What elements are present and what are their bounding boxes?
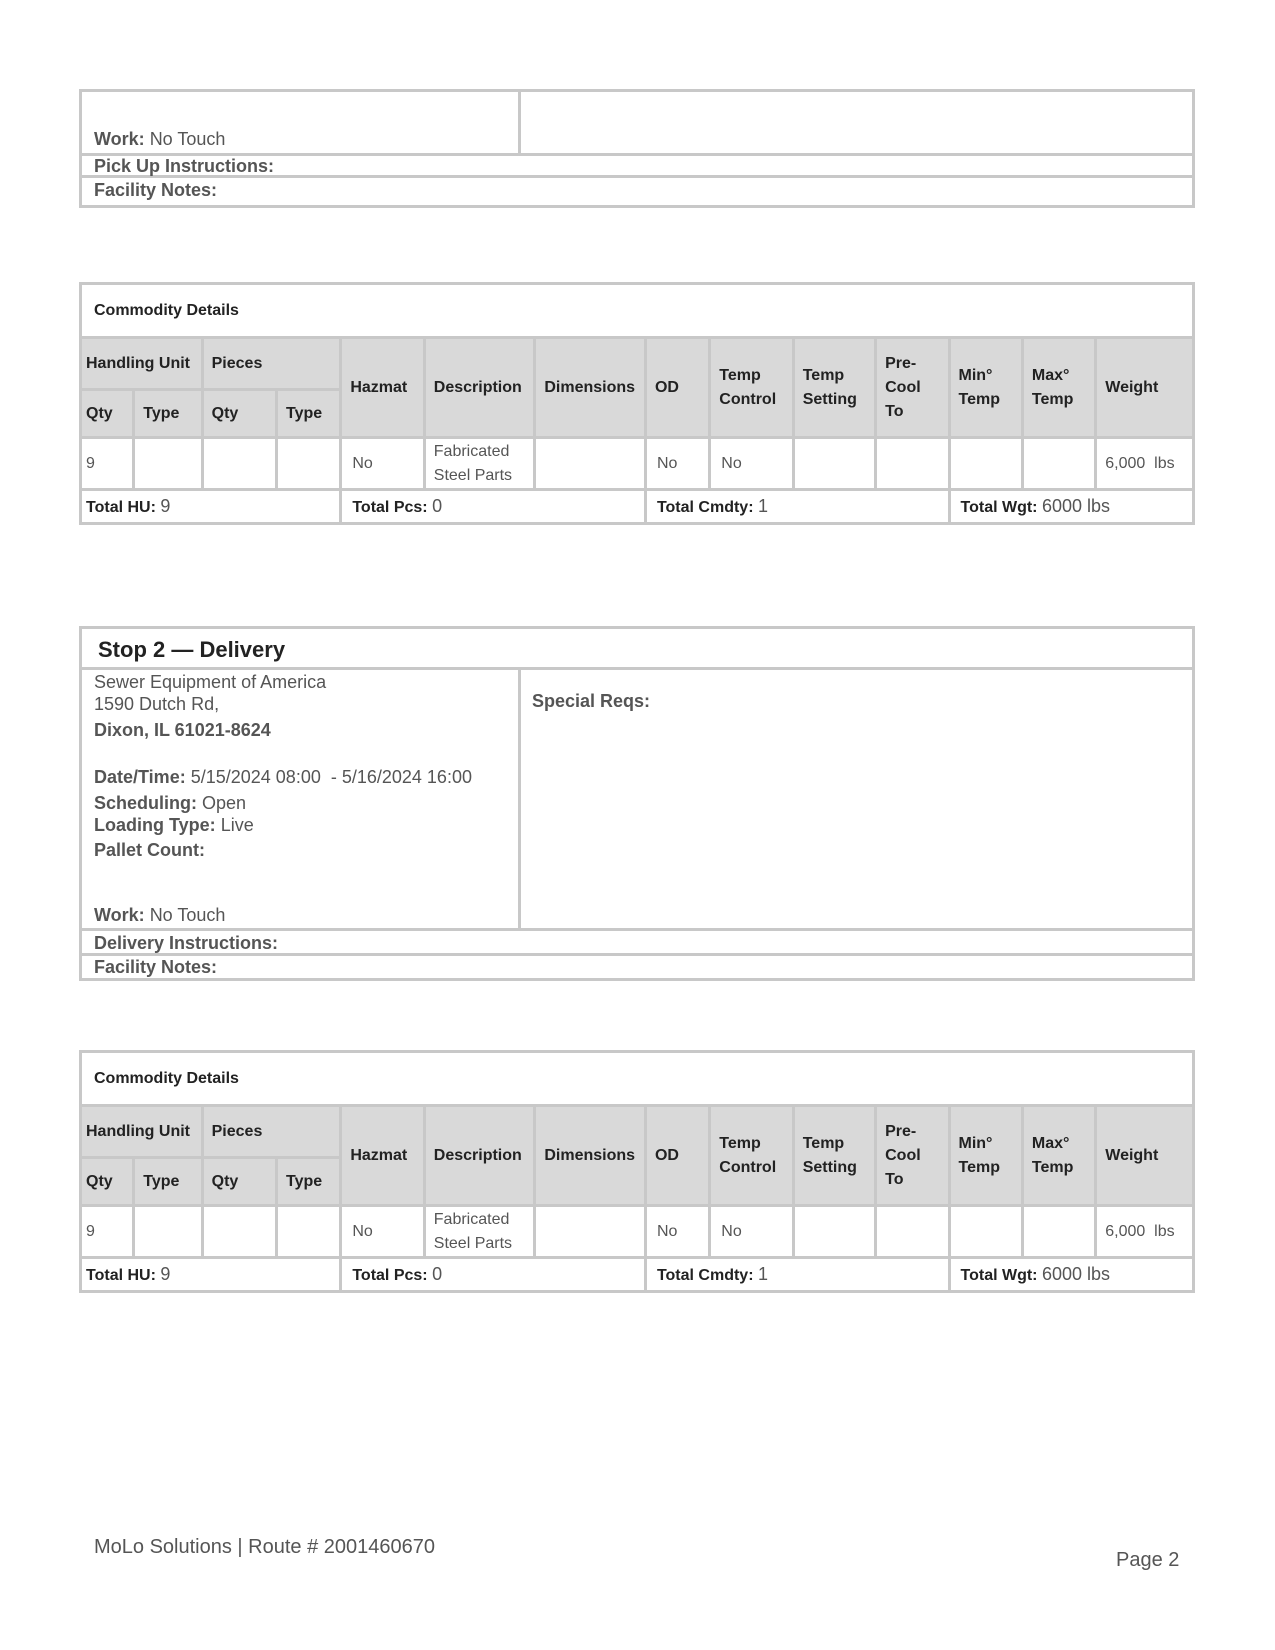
delivery-instructions-label: Delivery Instructions: (94, 933, 279, 953)
hazmat-header: Hazmat (341, 1106, 424, 1206)
min-temp-header: Min° Temp (949, 338, 1022, 438)
dimensions-header: Dimensions (535, 1106, 646, 1206)
total-pcs-value: 0 (432, 496, 443, 516)
commodity-table-2 (79, 1050, 1195, 1293)
pcs-qty-cell (202, 1206, 276, 1258)
od-header: OD (645, 338, 709, 438)
pre-cool-to-header: Pre-Cool To (876, 1106, 949, 1206)
pallet-count-label: Pallet Count: (94, 840, 205, 860)
hu-qty-header: Qty (81, 1158, 134, 1206)
stop2-title: Stop 2 — Delivery (98, 637, 286, 662)
hu-type-header: Type (134, 390, 202, 438)
table-row (81, 1206, 1194, 1258)
pcs-qty-cell (202, 438, 276, 490)
total-hu-value: 9 (160, 1264, 171, 1284)
stop2-work-line (94, 904, 225, 926)
work-label: Work: (94, 905, 145, 925)
pieces-header: Pieces (202, 1106, 341, 1158)
commodity-details-title: Commodity Details (81, 284, 1194, 338)
hu-type-header: Type (134, 1158, 202, 1206)
min-temp-cell (949, 438, 1022, 490)
temp-setting-cell (793, 438, 875, 490)
description-cell: Fabricated Steel Parts (424, 1206, 535, 1258)
stop2-box (79, 626, 1195, 981)
temp-control-cell: No (710, 1206, 793, 1258)
special-reqs-label: Special Reqs: (532, 691, 651, 711)
total-cmdty-label: Total Cmdty: (656, 499, 754, 516)
max-temp-header: Max° Temp (1022, 1106, 1095, 1206)
datetime-line (94, 766, 472, 788)
stop1-tail-divider (518, 92, 521, 156)
table-row (81, 438, 1194, 490)
loading-type-label: Loading Type: (94, 815, 216, 835)
facility-notes-label: Facility Notes: (94, 180, 218, 200)
hu-type-cell (134, 1206, 202, 1258)
dimensions-cell (535, 1206, 646, 1258)
hu-qty-cell: 9 (81, 438, 134, 490)
pre-cool-to-header: Pre-Cool To (876, 338, 949, 438)
stop1-tail-top-row (82, 92, 1192, 156)
pcs-type-header: Type (277, 1158, 341, 1206)
city-state-zip: Dixon, IL 61021-8624 (94, 720, 271, 740)
hu-qty-header: Qty (81, 390, 134, 438)
total-wgt-value: 6000 lbs (1041, 496, 1111, 516)
stop1-tail-box (79, 89, 1195, 208)
od-cell: No (645, 1206, 709, 1258)
stop1-work-line (94, 128, 225, 150)
totals-row (81, 1258, 1194, 1292)
total-pcs-value: 0 (432, 1264, 443, 1284)
total-hu-label: Total HU: (86, 499, 156, 516)
weight-header: Weight (1096, 338, 1194, 438)
total-pcs-label: Total Pcs: (352, 1267, 428, 1284)
pcs-type-header: Type (277, 390, 341, 438)
dimensions-header: Dimensions (535, 338, 646, 438)
temp-setting-header: Temp Setting (793, 338, 875, 438)
total-cmdty-value: 1 (757, 1264, 768, 1284)
total-pcs (341, 1258, 646, 1292)
total-cmdty-label: Total Cmdty: (656, 1267, 754, 1284)
total-wgt (949, 1258, 1194, 1292)
pre-cool-to-cell (876, 438, 949, 490)
temp-control-header: Temp Control (710, 338, 793, 438)
min-temp-header: Min° Temp (949, 1106, 1022, 1206)
pickup-instructions-label: Pick Up Instructions: (94, 156, 275, 176)
stop2-title-row (82, 629, 1192, 670)
total-hu (81, 1258, 341, 1292)
temp-control-header: Temp Control (710, 1106, 793, 1206)
total-hu-value: 9 (160, 496, 171, 516)
scheduling-value: Open (202, 793, 247, 813)
total-hu (81, 490, 341, 524)
description-header: Description (424, 1106, 535, 1206)
handling-unit-header: Handling Unit (81, 1106, 203, 1158)
total-cmdty-value: 1 (757, 496, 768, 516)
hazmat-cell: No (341, 1206, 424, 1258)
commodity-table-1 (79, 282, 1195, 525)
total-cmdty (645, 1258, 949, 1292)
total-pcs (341, 490, 646, 524)
hazmat-header: Hazmat (341, 338, 424, 438)
description-header: Description (424, 338, 535, 438)
min-temp-cell (949, 1206, 1022, 1258)
hu-type-cell (134, 438, 202, 490)
hu-qty-cell: 9 (81, 1206, 134, 1258)
totals-row (81, 490, 1194, 524)
pcs-type-cell (277, 438, 341, 490)
datetime-value: 5/15/2024 08:00 - 5/16/2024 16:00 (190, 767, 472, 787)
total-pcs-label: Total Pcs: (352, 499, 428, 516)
total-hu-label: Total HU: (86, 1267, 156, 1284)
company-name: Sewer Equipment of America (94, 672, 327, 692)
total-wgt-value: 6000 lbs (1041, 1264, 1111, 1284)
total-wgt (949, 490, 1194, 524)
pcs-qty-header: Qty (202, 390, 276, 438)
work-value: No Touch (149, 129, 226, 149)
loading-type-value: Live (220, 815, 254, 835)
datetime-label: Date/Time: (94, 767, 186, 787)
total-cmdty (645, 490, 949, 524)
hazmat-cell: No (341, 438, 424, 490)
scheduling-line (94, 792, 246, 814)
max-temp-header: Max° Temp (1022, 338, 1095, 438)
temp-control-cell: No (710, 438, 793, 490)
page-number: Page 2 (1116, 1549, 1180, 1571)
work-value: No Touch (149, 905, 226, 925)
scheduling-label: Scheduling: (94, 793, 197, 813)
max-temp-cell (1022, 1206, 1095, 1258)
pre-cool-to-cell (876, 1206, 949, 1258)
total-wgt-label: Total Wgt: (960, 499, 1038, 516)
temp-setting-cell (793, 1206, 875, 1258)
pcs-qty-header: Qty (202, 1158, 276, 1206)
work-label: Work: (94, 129, 145, 149)
description-cell: Fabricated Steel Parts (424, 438, 535, 490)
total-wgt-label: Total Wgt: (960, 1267, 1038, 1284)
address-line: 1590 Dutch Rd, (94, 694, 220, 714)
od-header: OD (645, 1106, 709, 1206)
weight-cell: 6,000 lbs (1096, 1206, 1194, 1258)
max-temp-cell (1022, 438, 1095, 490)
facility-notes-label: Facility Notes: (94, 957, 218, 977)
commodity-details-title: Commodity Details (81, 1052, 1194, 1106)
od-cell: No (645, 438, 709, 490)
pieces-header: Pieces (202, 338, 341, 390)
temp-setting-header: Temp Setting (793, 1106, 875, 1206)
weight-cell: 6,000 lbs (1096, 438, 1194, 490)
weight-header: Weight (1096, 1106, 1194, 1206)
handling-unit-header: Handling Unit (81, 338, 203, 390)
dimensions-cell (535, 438, 646, 490)
loading-type-line (94, 814, 254, 836)
pcs-type-cell (277, 1206, 341, 1258)
footer-route: MoLo Solutions | Route # 2001460670 (94, 1536, 436, 1558)
